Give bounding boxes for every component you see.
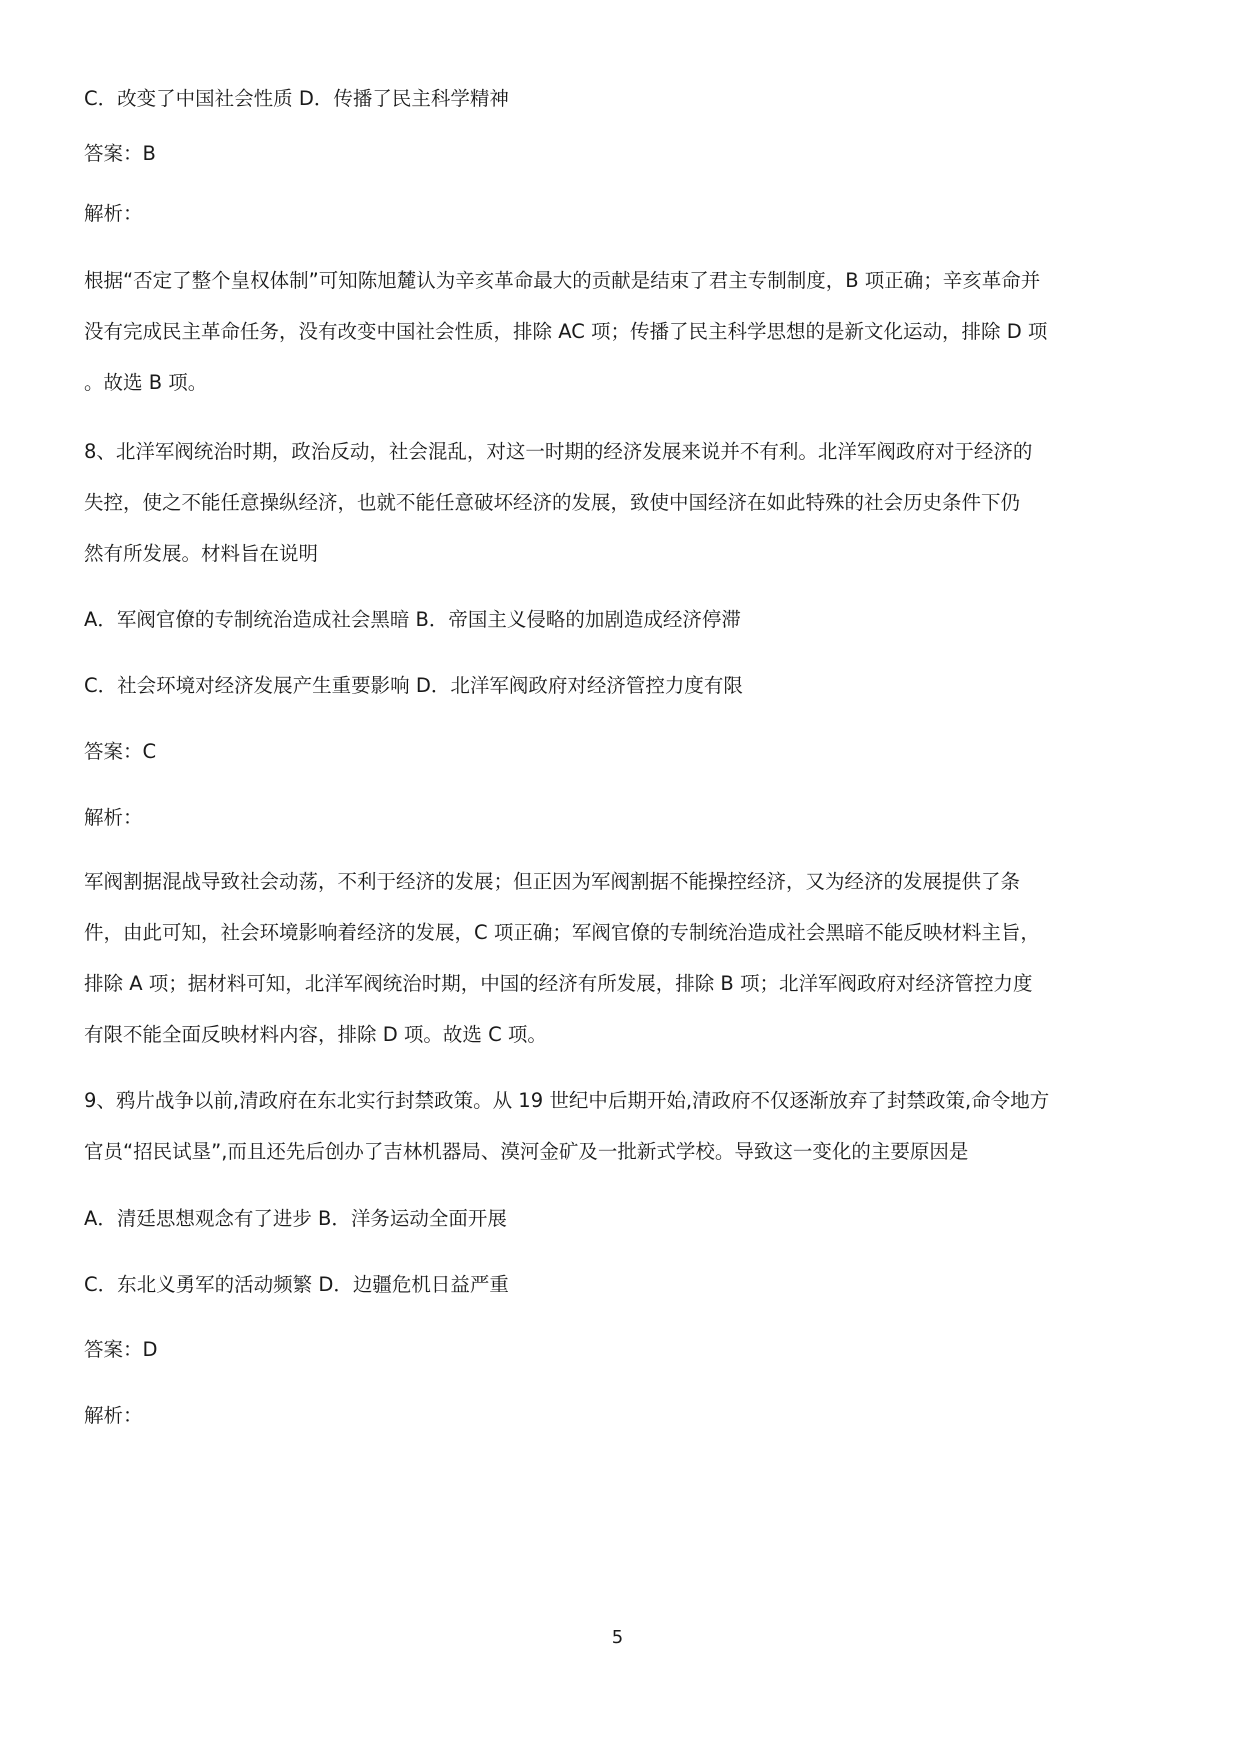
q8-analysis-label: 解析： <box>84 806 143 829</box>
q7-options-cd: C．改变了中国社会性质 D．传播了民主科学精神 <box>84 87 509 110</box>
text-line: 失控，使之不能任意操纵经济，也就不能任意破坏经济的发展，致使中国经济在如此特殊的社会历史条件下仍 <box>84 491 1021 514</box>
text-line: 9、鸦片战争以前,清政府在东北实行封禁政策。从 19 世纪中后期开始,清政府不仅逐渐放弃了封禁政策,命令地方 <box>84 1089 1050 1112</box>
q8-answer: 答案：C <box>84 740 157 763</box>
q8-stem <box>84 426 1152 579</box>
q8-options-ab: A．军阀官僚的专制统治造成社会黑暗 B．帝国主义侵略的加剧造成经济停滞 <box>84 608 741 631</box>
q8-options-cd: C．社会环境对经济发展产生重要影响 D．北洋军阀政府对经济管控力度有限 <box>84 674 743 697</box>
q9-analysis-label: 解析： <box>84 1404 143 1427</box>
q8-analysis-text <box>84 856 1152 1060</box>
q9-stem <box>84 1075 1152 1177</box>
text-line: 。故选 B 项。 <box>84 371 208 394</box>
page-number: 5 <box>611 1627 624 1648</box>
q7-analysis-label: 解析： <box>84 202 143 225</box>
q9-options-cd: C．东北义勇军的活动频繁 D．边疆危机日益严重 <box>84 1273 509 1296</box>
q7-answer: 答案：B <box>84 142 156 165</box>
text-line: 件，由此可知，社会环境影响着经济的发展，C 项正确；军阀官僚的专制统治造成社会黑暗不能反映材料主旨， <box>84 921 1040 944</box>
text-line: 根据“否定了整个皇权体制”可知陈旭麓认为辛亥革命最大的贡献是结束了君主专制制度，B 项正确；辛亥革命并 <box>84 269 1041 292</box>
text-line: 没有完成民主革命任务，没有改变中国社会性质，排除 AC 项；传播了民主科学思想的是新文化运动，排除 D 项 <box>84 320 1048 343</box>
q9-answer: 答案：D <box>84 1338 158 1361</box>
q9-options-ab: A．清廷思想观念有了进步 B．洋务运动全面开展 <box>84 1207 507 1230</box>
text-line: 军阀割据混战导致社会动荡，不利于经济的发展；但正因为军阀割据不能操控经济，又为经济的发展提供了条 <box>84 870 1021 893</box>
text-line: 然有所发展。材料旨在说明 <box>84 542 319 565</box>
q7-analysis-text <box>84 255 1152 408</box>
text-line: 排除 A 项；据材料可知，北洋军阀统治时期，中国的经济有所发展，排除 B 项；北洋军阀政府对经济管控力度 <box>84 972 1033 995</box>
text-line: 官员“招民试垦”,而且还先后创办了吉林机器局、漠河金矿及一批新式学校。导致这一变化的主要原因是 <box>84 1140 969 1163</box>
text-line: 8、北洋军阀统治时期，政治反动，社会混乱，对这一时期的经济发展来说并不有利。北洋军阀政府对于经济的 <box>84 440 1033 463</box>
text-line: 有限不能全面反映材料内容，排除 D 项。故选 C 项。 <box>84 1023 547 1046</box>
